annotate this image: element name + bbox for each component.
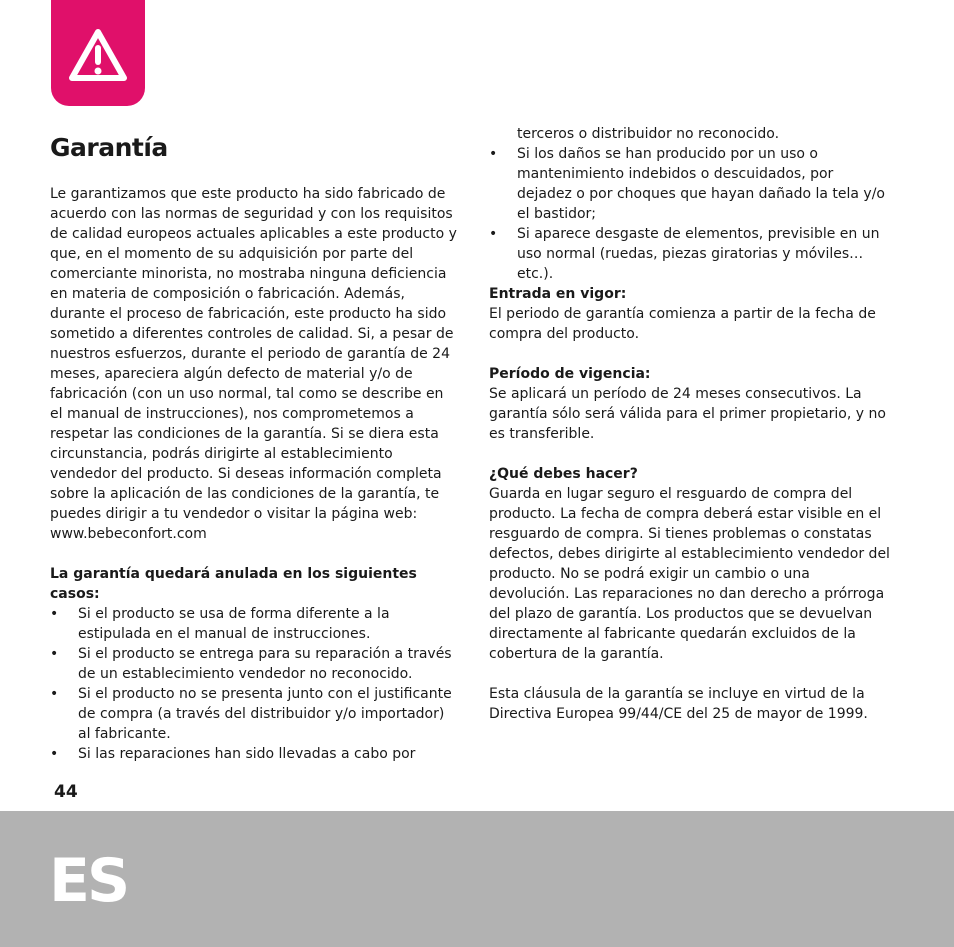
what-to-do-heading: ¿Qué debes hacer?	[489, 466, 638, 482]
void-conditions-list-continued	[489, 144, 895, 284]
validity-heading: Período de vigencia:	[489, 366, 651, 382]
void-conditions-continuation	[489, 124, 895, 144]
warning-tab	[51, 0, 145, 106]
page-number: 44	[54, 782, 78, 802]
clause-paragraph: Esta cláusula de la garantía se incluye en virtud de la Directiva Europea 99/44/CE del 25 de mayor de 1999.	[489, 686, 868, 722]
page-title: Garantía	[50, 133, 168, 162]
list-item: • Si las reparaciones han sido llevadas a cabo por	[50, 744, 462, 764]
footer-band	[0, 811, 954, 947]
list-item: • Si el producto se usa de forma diferente a la estipulada en el manual de instrucciones.	[50, 604, 462, 644]
list-item: • Si el producto no se presenta junto con el justificante de compra (a través del distribuidor y/o importador) al fabricante.	[50, 684, 462, 744]
intro-paragraph: Le garantizamos que este producto ha sido fabricado de acuerdo con las normas de seguridad y con los requisitos de calidad europeos actuales aplicables a este producto y que, en el momento de su adquisición por parte del comerciante minorista, no mostraba ninguna deficiencia en materia de composición o fabricación. Además, durante el proceso de fabricación, este producto ha sido sometido a diferentes controles de calidad. Si, a pesar de nuestros esfuerzos, durante el periodo de garantía de 24 meses, apareciera algún defecto de material y/o de fabricación (con un uso normal, tal como se describe en el manual de instrucciones), nos comprometemos a respetar las condiciones de la garantía. Si se diera esta circunstancia, podrás dirigirte al establecimiento vendedor del producto. Si deseas información completa sobre la aplicación de las condiciones de la garantía, te puedes dirigir a tu vendedor o visitar la página web: www.bebeconfort.com	[50, 186, 457, 542]
right-column	[489, 124, 895, 724]
list-item: • Si los daños se han producido por un uso o mantenimiento indebidos o descuidados, por dejadez o por choques que hayan dañado la tela y/o el bastidor;	[489, 144, 895, 224]
language-code: ES	[49, 846, 128, 916]
list-item: • Si aparece desgaste de elementos, previsible en un uso normal (ruedas, piezas giratorias y móviles… etc.).	[489, 224, 895, 284]
void-conditions-list	[50, 604, 462, 764]
effective-heading: Entrada en vigor:	[489, 286, 627, 302]
list-item: • Si el producto se entrega para su reparación a través de un establecimiento vendedor no reconocido.	[50, 644, 462, 684]
void-conditions-heading: La garantía quedará anulada en los siguientes casos:	[50, 566, 417, 602]
list-item-continuation: terceros o distribuidor no reconocido.	[517, 126, 780, 142]
warning-triangle-icon	[67, 27, 129, 85]
website-link: www.bebeconfort.com	[50, 526, 207, 542]
what-to-do-paragraph: Guarda en lugar seguro el resguardo de compra del producto. La fecha de compra deberá estar visible en el resguardo de compra. Si tienes problemas o constatas defectos, debes dirigirte al establecimiento vendedor del producto. No se podrá exigir un cambio o una devolución. Las reparaciones no dan derecho a prórroga del plazo de garantía. Los productos que se devuelvan directamente al fabricante quedarán excluidos de la cobertura de la garantía.	[489, 486, 890, 662]
validity-paragraph: Se aplicará un período de 24 meses consecutivos. La garantía sólo será válida para el primer propietario, y no es transferible.	[489, 386, 886, 442]
effective-paragraph: El periodo de garantía comienza a partir de la fecha de compra del producto.	[489, 306, 876, 342]
left-column	[50, 184, 462, 764]
